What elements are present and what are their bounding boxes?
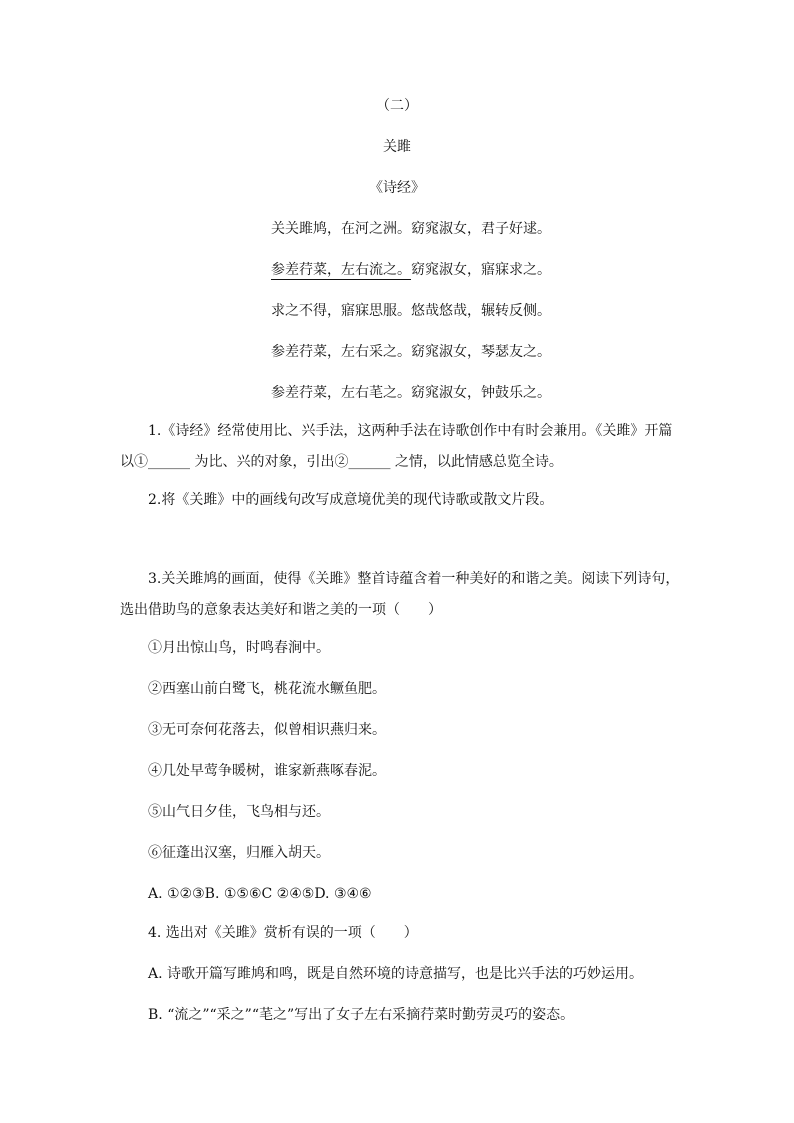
- question-4: 4. 选出对《关雎》赏析有误的一项（ ）: [148, 925, 418, 941]
- option-3: ③无可奈何花落去，似曾相识燕归来。: [148, 722, 386, 738]
- question-3: [120, 564, 680, 626]
- poem-line-2: [271, 260, 551, 280]
- section-number: （二）: [376, 98, 418, 114]
- question-4-option-b: B. “流之”“采之”“芼之”写出了女子左右采摘荇菜时勤劳灵巧的姿态。: [148, 1007, 575, 1023]
- question-3-line-1: 3.关关雎鸠的画面，使得《关雎》整首诗蕴含着一种美好的和谐之美。阅读下列诗句，: [148, 571, 680, 587]
- question-1-line-2: 以①______ 为比、兴的对象，引出②______ 之情，以此情感总览全诗。: [120, 454, 563, 470]
- question-4-option-a: A. 诗歌开篇写雎鸠和鸣，既是自然环境的诗意描写，也是比兴手法的巧妙运用。: [148, 966, 644, 982]
- question-1-line-1: 1.《诗经》经常使用比、兴手法，这两种手法在诗歌创作中有时会兼用。《关雎》开篇: [148, 423, 673, 439]
- poem-line-1: 关关雎鸠，在河之洲。窈窕淑女，君子好逑。: [271, 221, 551, 237]
- question-3-line-2: 选出借助鸟的意象表达美好和谐之美的一项（ ）: [120, 602, 442, 618]
- option-5: ⑤山气日夕佳，飞鸟相与还。: [148, 804, 330, 820]
- poem-source: 《诗经》: [369, 180, 425, 196]
- underlined-phrase: 参差荇菜，左右流之。: [271, 262, 411, 278]
- option-2: ②西塞山前白鹭飞，桃花流水鳜鱼肥。: [148, 681, 386, 697]
- poem-line-2-rest: 窈窕淑女，寤寐求之。: [411, 262, 551, 278]
- question-3-choices: A. ①②③B. ①⑤⑥C ②④⑤D. ③④⑥: [148, 886, 372, 902]
- option-4: ④几处早莺争暖树，谁家新燕啄春泥。: [148, 763, 386, 779]
- poem-title: 关雎: [383, 139, 411, 155]
- poem-line-4: 参差荇菜，左右采之。窈窕淑女，琴瑟友之。: [271, 344, 551, 360]
- poem-line-3: 求之不得，寤寐思服。悠哉悠哉，辗转反侧。: [271, 303, 551, 319]
- option-6: ⑥征蓬出汉塞，归雁入胡天。: [148, 845, 330, 861]
- question-2: 2.将《关雎》中的画线句改写成意境优美的现代诗歌或散文片段。: [148, 492, 554, 508]
- poem-line-5: 参差荇菜，左右芼之。窈窕淑女，钟鼓乐之。: [271, 385, 551, 401]
- question-1: [120, 416, 680, 478]
- option-1: ①月出惊山鸟，时鸣春涧中。: [148, 640, 330, 656]
